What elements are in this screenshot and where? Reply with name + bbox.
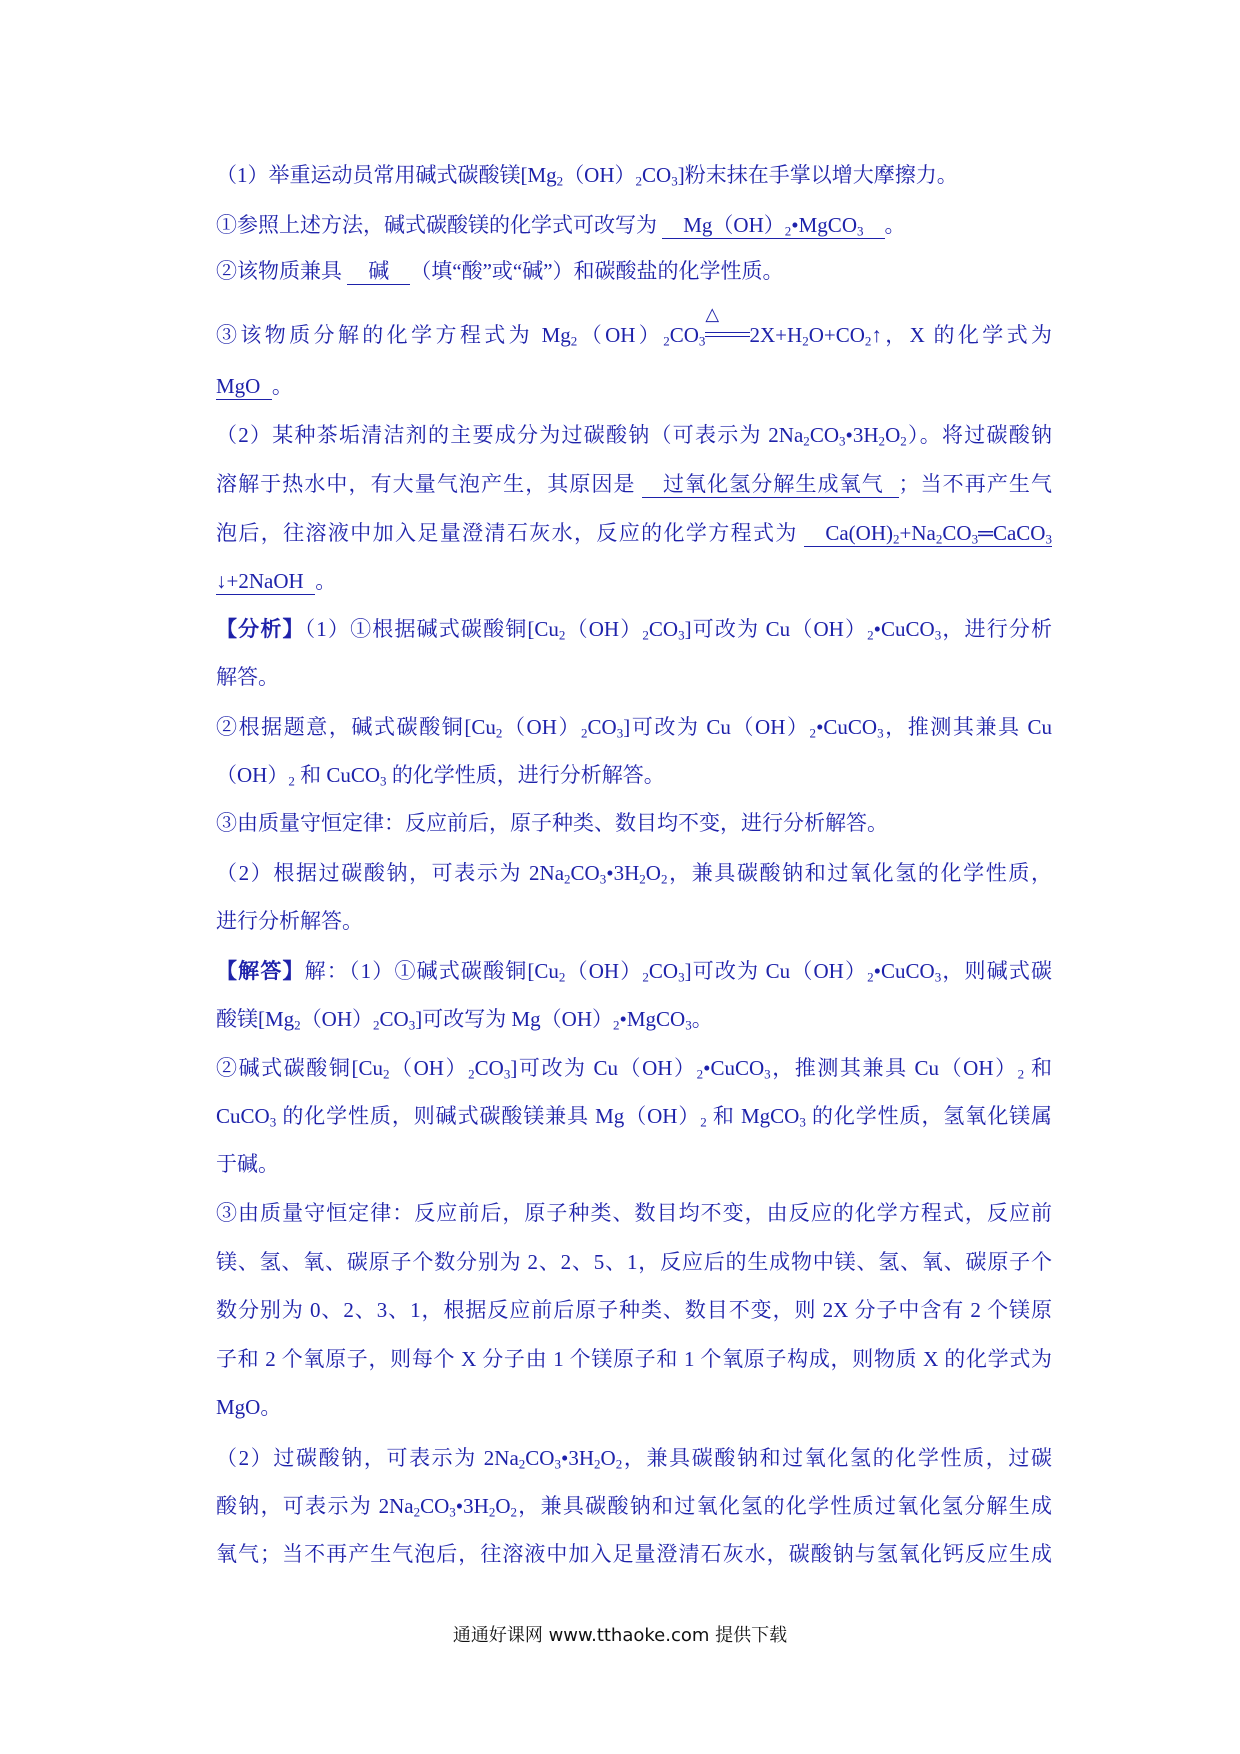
text-run: （OH） xyxy=(577,323,664,347)
subscript: 3 xyxy=(839,433,846,449)
text-run: CO xyxy=(942,521,972,545)
text-run: ，推测其兼具 Cu（OH） xyxy=(770,1056,1018,1080)
subscript: 3 xyxy=(408,1017,416,1033)
subscript: 2 xyxy=(642,627,649,643)
text-line xyxy=(216,755,1052,795)
text-run: ②该物质兼具 xyxy=(216,259,348,283)
answer-blank xyxy=(642,472,899,498)
text-run: 酸镁[Mg xyxy=(216,1007,295,1031)
text-run: （填“酸”或“碱”）和碳酸盐的化学性质。 xyxy=(410,259,784,283)
subscript: 3 xyxy=(554,1456,561,1472)
section-label: 【分析】 xyxy=(216,617,305,641)
subscript: 3 xyxy=(269,1114,277,1130)
text-run: （OH） xyxy=(389,1056,469,1080)
text-run: CO xyxy=(669,323,699,347)
text-line xyxy=(216,251,1052,291)
subscript: 2 xyxy=(510,1504,518,1520)
text-line xyxy=(216,901,1052,941)
section-label: 【解答】 xyxy=(216,959,305,983)
text-run: 溶解于热水中，有大量气泡产生，其原因是 xyxy=(216,472,642,496)
text-run: 解：（1）①碱式碳酸铜[Cu xyxy=(304,959,559,983)
text-line xyxy=(216,999,1052,1039)
text-run: 氧气；当不再产生气泡后，往溶液中加入足量澄清石灰水，碳酸钠与氢氧化钙反应生成 xyxy=(216,1542,1052,1566)
text-line xyxy=(216,304,1053,355)
text-run: CuCO xyxy=(216,1104,270,1128)
text-run: （2）根据过碳酸钠，可表示为 2Na xyxy=(216,861,565,885)
text-line xyxy=(216,951,1052,991)
subscript: 3 xyxy=(380,773,387,789)
text-run: （OH） xyxy=(565,617,643,641)
subscript: 2 xyxy=(570,333,578,349)
page-footer: 通通好课网 www.tthaoke.com 提供下载 xyxy=(452,1625,788,1646)
text-run: 进行分析解答。 xyxy=(216,909,363,933)
text-run: 。 xyxy=(691,1007,713,1031)
subscript: 2 xyxy=(635,173,643,189)
text-line xyxy=(216,707,1052,747)
text-run: •3H xyxy=(606,861,640,885)
text-run: CO xyxy=(648,959,679,983)
text-line xyxy=(216,853,1052,893)
text-run: 的化学性质，氢氧化镁属 xyxy=(805,1104,1052,1128)
reaction-condition xyxy=(705,304,749,344)
text-run: 镁、氢、氧、碳原子个数分别为 2、2、5、1，反应后的生成物中镁、氢、氧、碳原子个 xyxy=(216,1250,1052,1274)
text-run: ，进行分析 xyxy=(941,617,1053,641)
subscript: 3 xyxy=(934,627,942,643)
text-run: （OH） xyxy=(216,763,289,787)
subscript: 2 xyxy=(660,871,668,887)
text-run: CO xyxy=(474,1056,504,1080)
answer-blank xyxy=(216,569,315,595)
text-run: ，推测其兼具 Cu xyxy=(883,715,1052,739)
subscript: 2 xyxy=(803,433,810,449)
text-run: •MgCO xyxy=(619,1007,686,1031)
subscript: 2 xyxy=(700,1114,707,1130)
text-run: ②根据题意，碱式碳酸铜[Cu xyxy=(216,715,496,739)
text-run: 。 xyxy=(315,569,337,593)
subscript: 2 xyxy=(878,433,886,449)
text-run: CO xyxy=(525,1446,555,1470)
text-run: ，兼具碳酸钠和过氧化氢的化学性质， xyxy=(667,861,1052,885)
text-run: •CuCO xyxy=(873,959,935,983)
text-run: 于碱。 xyxy=(216,1152,279,1176)
subscript: 2 xyxy=(556,173,564,189)
text-run: •CuCO xyxy=(816,715,878,739)
text-run: MgO。 xyxy=(216,1395,282,1419)
text-run: 的化学性质，进行分析解答。 xyxy=(386,763,665,787)
subscript: 3 xyxy=(971,531,979,547)
text-run: ③由质量守恒定律：反应前后，原子种类、数目均不变，由反应的化学方程式，反应前 xyxy=(216,1201,1052,1225)
text-run: O xyxy=(600,1446,616,1470)
text-run: （OH） xyxy=(565,959,643,983)
subscript: 2 xyxy=(288,773,295,789)
text-run: ③由质量守恒定律：反应前后，原子种类、数目均不变，进行分析解答。 xyxy=(216,811,888,835)
text-run: •3H xyxy=(845,423,879,447)
subscript: 2 xyxy=(518,1456,526,1472)
subscript: 2 xyxy=(495,725,503,741)
subscript: 3 xyxy=(1045,531,1052,547)
text-run: 酸钠，可表示为 2Na xyxy=(216,1494,414,1518)
text-line xyxy=(216,609,1052,649)
text-run: 和 CuCO xyxy=(294,763,381,787)
text-run: Ca(OH) xyxy=(825,521,894,545)
subscript: 3 xyxy=(685,1017,692,1033)
subscript: 2 xyxy=(581,725,588,741)
text-run: ]可改为 Cu（OH） xyxy=(623,715,810,739)
text-line xyxy=(216,1438,1052,1478)
subscript: 2 xyxy=(900,433,907,449)
answer-blank xyxy=(347,259,410,285)
text-run: 和 xyxy=(1024,1056,1052,1080)
text-run: 和 MgCO xyxy=(706,1104,800,1128)
subscript: 2 xyxy=(864,333,872,349)
subscript: 2 xyxy=(488,1504,496,1520)
subscript: 3 xyxy=(856,223,864,239)
subscript: 3 xyxy=(616,725,624,741)
text-run: CO xyxy=(420,1494,450,1518)
text-run: ，兼具碳酸钠和过氧化氢的化学性质过氧化氢分解生成 xyxy=(517,1494,1052,1518)
text-line xyxy=(216,205,1052,245)
text-run: O xyxy=(495,1494,511,1518)
subscript: 2 xyxy=(558,627,566,643)
text-run: ，兼具碳酸钠和过氧化氢的化学性质，过碳 xyxy=(622,1446,1052,1470)
text-run: •3H xyxy=(561,1446,595,1470)
text-run: 的化学性质，则碱式碳酸镁兼具 Mg（OH） xyxy=(276,1104,701,1128)
text-run: ③该物质分解的化学方程式为 Mg xyxy=(216,323,571,347)
text-run: CO xyxy=(642,163,672,187)
text-line xyxy=(216,415,1052,455)
subscript: 2 xyxy=(564,871,571,887)
subscript: 2 xyxy=(867,969,874,985)
text-run: ]可改为 Cu（OH） xyxy=(684,959,868,983)
subscript: 3 xyxy=(449,1504,456,1520)
heat-triangle-icon: △ xyxy=(705,304,720,326)
text-run: ]可改为 Cu（OH） xyxy=(684,617,868,641)
subscript: 3 xyxy=(671,173,678,189)
subscript: 3 xyxy=(599,871,607,887)
text-line xyxy=(216,155,1052,195)
text-line xyxy=(216,657,1052,697)
text-run: 子和 2 个氧原子，则每个 X 分子由 1 个镁原子和 1 个氧原子构成，则物质 X 的化学式为 xyxy=(216,1347,1052,1371)
text-line xyxy=(216,1534,1052,1574)
text-run: ↓+2NaOH xyxy=(216,569,304,593)
subscript: 2 xyxy=(893,531,900,547)
text-line xyxy=(216,1242,1052,1282)
text-run: （OH） xyxy=(300,1007,374,1031)
text-run: （2）某种茶垢清洁剂的主要成分为过碳酸钠（可表示为 2Na xyxy=(216,423,804,447)
text-run: •CuCO xyxy=(873,617,935,641)
text-run: 碱 xyxy=(368,259,390,283)
text-run: ②碱式碳酸铜[Cu xyxy=(216,1056,383,1080)
subscript: 2 xyxy=(809,725,817,741)
subscript: 2 xyxy=(1017,1066,1025,1082)
subscript: 2 xyxy=(615,1456,623,1472)
text-run: 2X+H xyxy=(749,323,803,347)
subscript: 2 xyxy=(594,1456,601,1472)
text-run: ，则碱式碳 xyxy=(941,959,1053,983)
subscript: 2 xyxy=(642,969,649,985)
text-run: +Na xyxy=(899,521,936,545)
text-run: ↑，X 的化学式为 xyxy=(871,323,1053,347)
text-run: •3H xyxy=(455,1494,489,1518)
text-run: （1）举重运动员常用碱式碳酸镁[Mg xyxy=(216,163,557,187)
text-run: ]可改为 Cu（OH） xyxy=(510,1056,697,1080)
text-line xyxy=(216,1387,1052,1427)
subscript: 3 xyxy=(877,725,884,741)
text-line xyxy=(216,513,1052,553)
text-run: ；当不再产生气 xyxy=(898,472,1053,496)
subscript: 2 xyxy=(802,333,809,349)
text-line xyxy=(216,803,1052,843)
subscript: 2 xyxy=(373,1017,380,1033)
text-run: 泡后，往溶液中加入足量澄清石灰水，反应的化学方程式为 xyxy=(216,521,805,545)
text-run: O+CO xyxy=(808,323,865,347)
text-run: ]粉末抹在手掌以增大摩擦力。 xyxy=(677,163,958,187)
text-line xyxy=(216,1339,1052,1379)
text-run: （1）①根据碱式碳酸铜[Cu xyxy=(304,617,559,641)
subscript: 2 xyxy=(663,333,670,349)
text-run: Mg（OH） xyxy=(683,213,785,237)
answer-blank xyxy=(804,521,1052,547)
text-line xyxy=(216,1144,1052,1184)
text-run: O xyxy=(645,861,661,885)
text-run: ]可改写为 Mg（OH） xyxy=(415,1007,613,1031)
text-line xyxy=(216,1048,1052,1088)
text-run: （OH） xyxy=(563,163,636,187)
text-run: ═CaCO xyxy=(978,521,1046,545)
subscript: 2 xyxy=(784,223,792,239)
subscript: 3 xyxy=(764,1066,771,1082)
subscript: 2 xyxy=(468,1066,475,1082)
subscript: 3 xyxy=(503,1066,511,1082)
subscript: 2 xyxy=(696,1066,704,1082)
text-run: 过氧化氢分解生成氧气 xyxy=(662,472,884,496)
subscript: 2 xyxy=(294,1017,301,1033)
subscript: 2 xyxy=(935,531,943,547)
subscript: 3 xyxy=(678,627,685,643)
text-run: CO xyxy=(570,861,600,885)
answer-blank xyxy=(662,213,884,239)
subscript: 2 xyxy=(413,1504,421,1520)
subscript: 2 xyxy=(639,871,646,887)
subscript: 2 xyxy=(613,1017,620,1033)
text-line xyxy=(216,1193,1052,1233)
text-run: 解答。 xyxy=(216,665,279,689)
text-run: CO xyxy=(809,423,839,447)
subscript: 2 xyxy=(382,1066,390,1082)
text-line xyxy=(216,464,1052,504)
text-line xyxy=(216,561,1052,601)
subscript: 3 xyxy=(934,969,942,985)
text-line xyxy=(216,1290,1052,1330)
subscript: 3 xyxy=(799,1114,806,1130)
text-run: ）。将过碳酸钠 xyxy=(906,423,1053,447)
text-run: •CuCO xyxy=(703,1056,765,1080)
text-run: 。 xyxy=(884,213,906,237)
text-line xyxy=(216,366,1052,406)
text-run: •MgCO xyxy=(791,213,857,237)
subscript: 3 xyxy=(698,333,706,349)
text-run: 。 xyxy=(271,374,293,398)
text-run: 数分别为 0、2、3、1，根据反应前后原子种类、数目不变，则 2X 分子中含有 2 个镁原 xyxy=(216,1298,1052,1322)
text-run: MgO xyxy=(216,374,261,398)
text-run: CO xyxy=(379,1007,409,1031)
subscript: 2 xyxy=(867,627,874,643)
text-run: ①参照上述方法，碱式碳酸镁的化学式可改写为 xyxy=(216,213,663,237)
text-line xyxy=(216,1486,1052,1526)
text-run: CO xyxy=(648,617,679,641)
text-run: （OH） xyxy=(502,715,582,739)
text-run: CO xyxy=(587,715,617,739)
text-line xyxy=(216,1096,1052,1136)
subscript: 2 xyxy=(558,969,566,985)
text-run: O xyxy=(885,423,901,447)
text-run: （2）过碳酸钠，可表示为 2Na xyxy=(216,1446,519,1470)
answer-blank xyxy=(216,374,272,400)
subscript: 3 xyxy=(678,969,685,985)
